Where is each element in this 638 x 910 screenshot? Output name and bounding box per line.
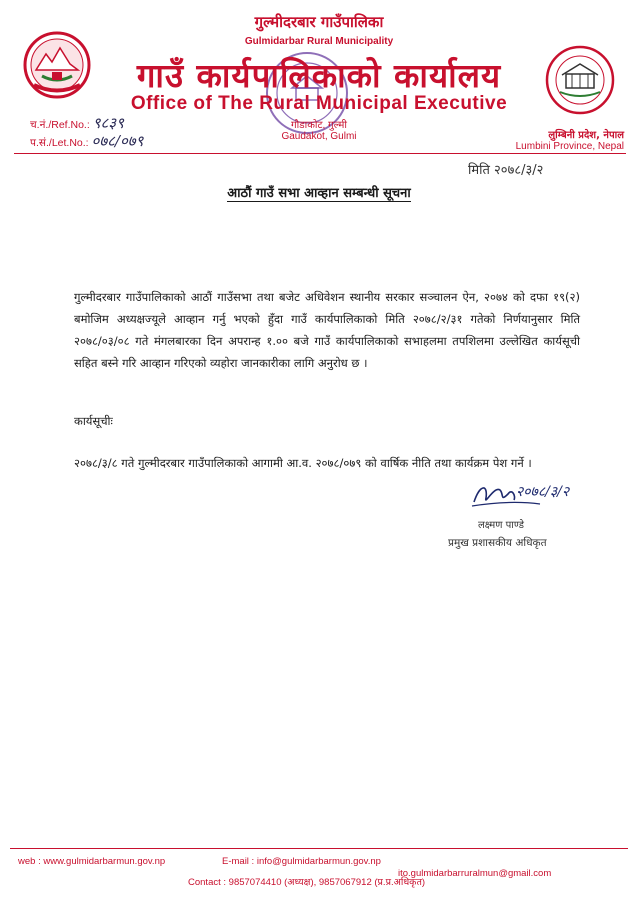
municipality-name-np: गुल्मीदरबार गाउँपालिका [254, 13, 384, 31]
letter-label: प.सं./Let.No.: [30, 137, 89, 149]
footer-email: E-mail : info@gulmidarbarmun.gov.np [222, 856, 381, 867]
address-en: Gaudakot, Gulmi [281, 131, 357, 142]
letter-value: ०७८/०७९ [91, 132, 144, 150]
date: मिति २०७८/३/२ [468, 163, 544, 178]
notice-subject [0, 183, 638, 201]
signatory-title: प्रमुख प्रशासकीय अधिकृत [448, 537, 547, 549]
address-np: गौडाकोट, गुल्मी [291, 120, 347, 131]
signatory-name: लक्ष्मण पाण्डे [478, 520, 524, 531]
ref-value: ९८३९ [92, 114, 124, 132]
footer-divider [10, 848, 628, 849]
office-title-np: गाउँ कार्यपालिकाको कार्यालय [136, 56, 502, 95]
footer-email-2: ito.gulmidarbarruralmun@gmail.com [398, 868, 552, 879]
notice-body [74, 286, 580, 374]
notice-subject-text: आठौं गाउँ सभा आव्हान सम्बन्धी सूचना [227, 186, 411, 201]
province-en: Lumbini Province, Nepal [515, 141, 624, 152]
agenda-item: २०७८/३/८ गते गुल्मीदरबार गाउँपालिकाको आगामी आ.व. २०७८/०७९ को वार्षिक नीति तथा कार्यक्रम पेश गर्ने । [74, 456, 532, 470]
ref-label: च.नं./Ref.No.: [30, 119, 90, 131]
reference-number [30, 113, 124, 133]
signature [470, 476, 580, 516]
office-title-en: Office of The Rural Municipal Executive [130, 93, 508, 114]
province-np: लुम्बिनी प्रदेश, नेपाल [548, 130, 624, 141]
header-divider [14, 153, 626, 154]
footer-web: web : www.gulmidarbarmun.gov.np [18, 856, 166, 867]
signature-date: २०७८/३/२ [516, 484, 570, 500]
letter-number [30, 131, 143, 151]
footer-contact: Contact : 9857074410 (अध्यक्ष), 9857067912 (प्र.प्र.अधिकृत) [188, 877, 426, 888]
agenda-label: कार्यसूचीः [74, 414, 113, 428]
notice-paragraph: गुल्मीदरबार गाउँपालिकाको आठौं गाउँसभा तथा बजेट अधिवेशन स्थानीय सरकार सञ्चालन ऐन, २०७४ को दफा १९(२) बमोजिम अध्यक्षज्यूले आव्हान गर्नु भएको हुँदा गाउँ कार्यपालिकाको मिति २०७८/२/३१ गतेको निर्णयानुसार मिति २०७८/०३/०८ गते मंगलबारका दिन अपरान्ह १.०० बजे गाउँ कार्यपालिकाको सभाहलमा तपशिलमा उल्लेखित कार्यसूची सहित बस्ने गरि आव्हान गरिएको व्यहोरा जानकारीका लागि अनुरोध छ । [74, 290, 580, 370]
municipality-name-en: Gulmidarbar Rural Municipality [244, 36, 394, 47]
